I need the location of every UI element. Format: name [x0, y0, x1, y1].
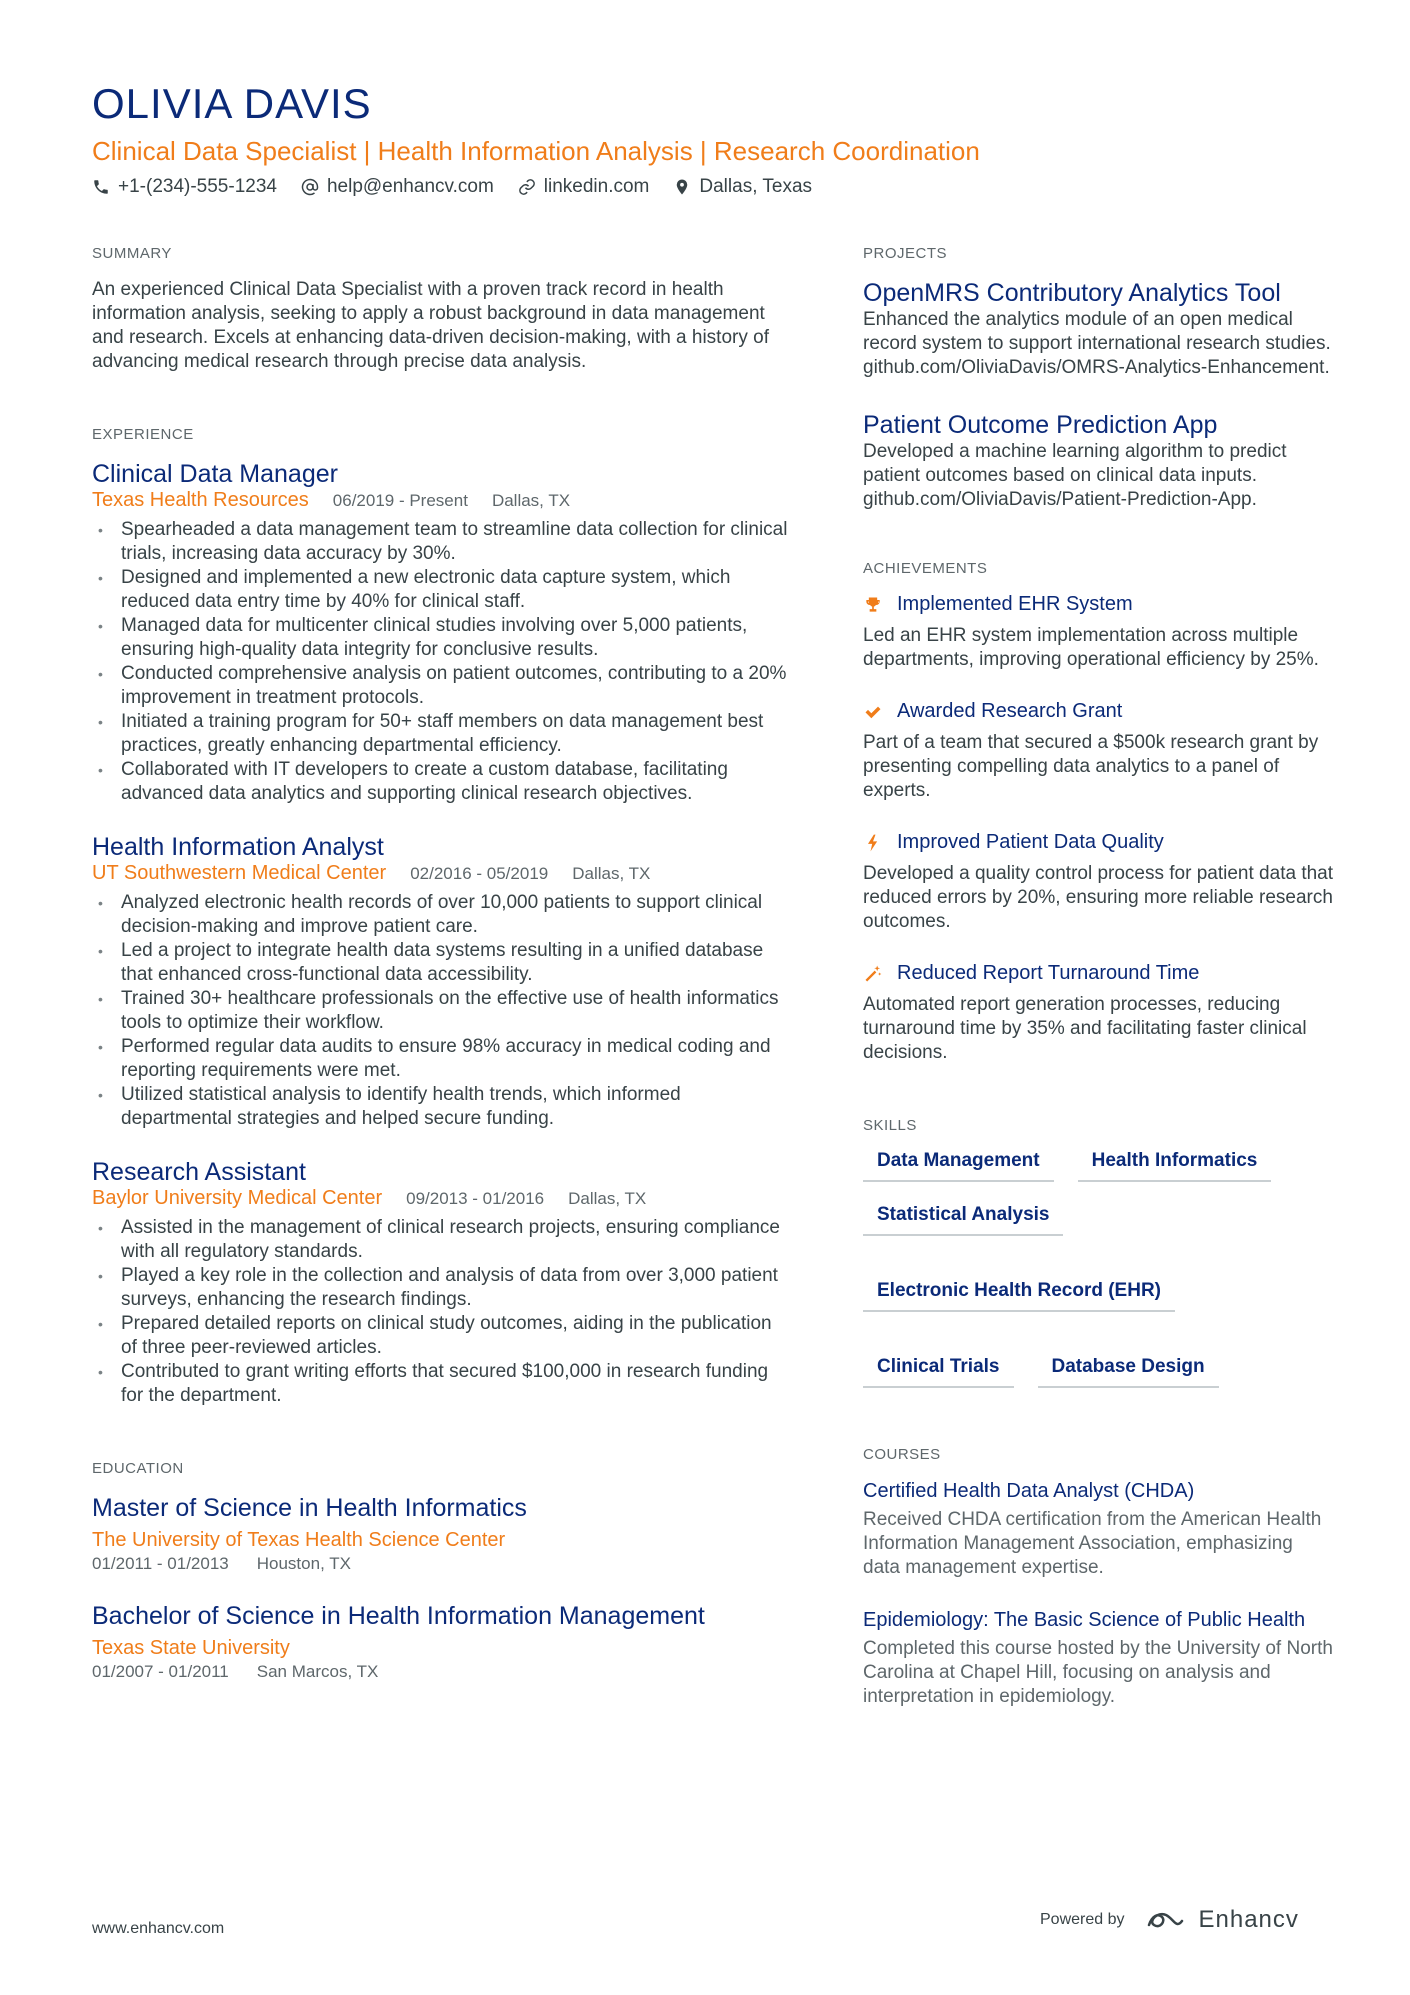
enhancv-brand-name: Enhancv: [1198, 1906, 1299, 1933]
education-degree: Bachelor of Science in Health Information Management: [92, 1602, 705, 1630]
education-meta: [92, 1553, 792, 1575]
achievement-description: Led an EHR system implementation across multiple departments, improving operational efficiency by 25%.: [863, 625, 1319, 670]
course-description: Completed this course hosted by the University of North Carolina at Chapel Hill, focusing on analysis and interpretation in epidemiology.: [863, 1638, 1333, 1707]
linkedin-text[interactable]: linkedin.com: [543, 176, 650, 197]
achievement-title: Awarded Research Grant: [897, 700, 1123, 722]
job-meta: [92, 862, 792, 885]
job-bullet: • Initiated a training program for 50+ staff members on data management best practices, greatly enhancing departmental efficiency.: [92, 710, 792, 758]
projects-section: [863, 245, 1333, 512]
job-entry: [92, 1157, 792, 1408]
job-bullet: • Assisted in the management of clinical research projects, ensuring compliance with all regulatory standards.: [92, 1216, 792, 1264]
job-bullet: • Led a project to integrate health data systems resulting in a unified database that enhanced cross-functional data accessibility.: [92, 939, 792, 987]
achievements-heading: ACHIEVEMENTS: [863, 560, 988, 577]
project-entry: [863, 410, 1333, 512]
job-location: Dallas, TX: [491, 491, 571, 510]
education-entry: [92, 1493, 792, 1575]
job-bullet: • Utilized statistical analysis to identify health trends, which informed departmental strategies and helped secure funding.: [92, 1083, 792, 1131]
job-bullet: • Collaborated with IT developers to create a custom database, facilitating advanced data analytics and supporting clinical research objectives.: [92, 758, 792, 806]
education-date: 01/2011 - 01/2013: [92, 1554, 229, 1573]
summary-section: [92, 245, 792, 374]
candidate-title: Clinical Data Specialist | Health Information Analysis | Research Coordination: [92, 136, 980, 166]
courses-section: [863, 1446, 1333, 1709]
experience-heading: EXPERIENCE: [92, 426, 194, 443]
experience-section: [92, 426, 792, 1408]
achievements-section: [863, 560, 1333, 1065]
achievement-description: Developed a quality control process for patient data that reduced errors by 20%, ensuring more reliable research outcomes.: [863, 863, 1334, 932]
job-title: Clinical Data Manager: [92, 460, 338, 488]
project-entry: [863, 278, 1333, 380]
contact-email[interactable]: [301, 176, 494, 198]
summary-heading: SUMMARY: [92, 245, 172, 262]
skill-tag: Clinical Trials: [863, 1356, 1014, 1388]
achievement-header: [863, 593, 1333, 616]
lightning-icon: [863, 833, 883, 853]
achievement-entry: [863, 831, 1333, 934]
job-bullet: • Designed and implemented a new electronic data capture system, which reduced data entry time by 40% for clinical staff.: [92, 566, 792, 614]
location-pin-icon: [673, 178, 691, 196]
skill-tag: Data Management: [863, 1150, 1054, 1182]
checkmark-icon: [863, 702, 883, 722]
achievement-title: Reduced Report Turnaround Time: [897, 962, 1200, 984]
courses-heading: COURSES: [863, 1446, 941, 1463]
job-bullet: • Trained 30+ healthcare professionals on the effective use of health informatics tools to optimize their workflow.: [92, 987, 792, 1035]
job-bullet: • Managed data for multicenter clinical studies involving over 5,000 patients, ensuring high-quality data integrity for conclusive results.: [92, 614, 792, 662]
course-title: Certified Health Data Analyst (CHDA): [863, 1480, 1195, 1502]
job-bullets: [92, 518, 792, 806]
email-text[interactable]: help@enhancv.com: [326, 176, 494, 197]
contact-bar: [92, 176, 812, 198]
achievement-entry: [863, 962, 1333, 1065]
project-description: Developed a machine learning algorithm to predict patient outcomes based on clinical data inputs. github.com/OliviaDavis/Patient-Prediction-App.: [863, 441, 1287, 510]
job-date: 09/2013 - 01/2016: [406, 1189, 545, 1208]
course-description: Received CHDA certification from the American Health Information Management Association, emphasizing data management expertise.: [863, 1509, 1322, 1578]
education-location: San Marcos, TX: [256, 1662, 379, 1681]
education-heading: EDUCATION: [92, 1460, 184, 1477]
job-bullet: • Played a key role in the collection and analysis of data from over 3,000 patient surveys, enhancing the research findings.: [92, 1264, 792, 1312]
achievement-description: Part of a team that secured a $500k research grant by presenting compelling data analytics to a panel of experts.: [863, 732, 1319, 801]
education-date: 01/2007 - 01/2011: [92, 1662, 229, 1681]
skills-section: [863, 1117, 1333, 1388]
job-location: Dallas, TX: [568, 1189, 647, 1208]
skill-tag: Database Design: [1038, 1356, 1219, 1388]
education-location: Houston, TX: [256, 1554, 351, 1573]
course-title: Epidemiology: The Basic Science of Public Health: [863, 1609, 1306, 1631]
location-text: Dallas, Texas: [699, 176, 813, 197]
skill-tag: Health Informatics: [1078, 1150, 1272, 1182]
job-bullet: • Spearheaded a data management team to streamline data collection for clinical trials, increasing data accuracy by 30%.: [92, 518, 792, 566]
contact-phone: [92, 176, 277, 198]
achievement-entry: [863, 700, 1333, 803]
job-meta: [92, 1187, 792, 1210]
skill-tag: Electronic Health Record (EHR): [863, 1280, 1175, 1312]
achievement-title: Improved Patient Data Quality: [897, 831, 1164, 853]
enhancv-logo-icon: [1145, 1907, 1191, 1933]
job-bullet: • Prepared detailed reports on clinical study outcomes, aiding in the publication of three peer-reviewed articles.: [92, 1312, 792, 1360]
achievement-header: [863, 962, 1333, 985]
skills-list: [863, 1150, 1333, 1388]
job-date: 02/2016 - 05/2019: [410, 864, 549, 883]
job-bullets: [92, 1216, 792, 1408]
achievement-header: [863, 831, 1333, 854]
education-school: Texas State University: [92, 1637, 290, 1659]
contact-location: [673, 176, 812, 198]
job-company: Texas Health Resources: [92, 489, 309, 511]
project-title: OpenMRS Contributory Analytics Tool: [863, 279, 1281, 307]
education-school: The University of Texas Health Science Center: [92, 1529, 506, 1551]
trophy-icon: [863, 595, 883, 615]
job-bullets: [92, 891, 792, 1131]
job-entry: [92, 459, 792, 806]
skills-heading: SKILLS: [863, 1117, 917, 1134]
magic-wand-icon: [863, 964, 883, 984]
phone-icon: [92, 178, 110, 196]
project-title: Patient Outcome Prediction App: [863, 411, 1218, 439]
achievement-entry: [863, 593, 1333, 672]
powered-by-text: Powered by: [1040, 1911, 1125, 1928]
right-column: [863, 245, 1333, 1737]
achievement-header: [863, 700, 1333, 723]
job-bullet: • Contributed to grant writing efforts that secured $100,000 in research funding for the department.: [92, 1360, 792, 1408]
footer-website[interactable]: www.enhancv.com: [92, 1920, 225, 1937]
education-degree: Master of Science in Health Informatics: [92, 1494, 527, 1522]
education-meta: [92, 1661, 792, 1683]
project-description: Enhanced the analytics module of an open medical record system to support international research studies. github.com/OliviaDavis/OMRS-Analytics-Enhancement.: [863, 309, 1331, 378]
achievement-title: Implemented EHR System: [897, 593, 1133, 615]
phone-text: +1-(234)-555-1234: [118, 176, 277, 197]
footer-branding: [1040, 1906, 1299, 1934]
job-title: Research Assistant: [92, 1158, 306, 1186]
link-icon: [518, 178, 536, 196]
projects-heading: PROJECTS: [863, 245, 948, 262]
job-entry: [92, 832, 792, 1131]
contact-linkedin[interactable]: [518, 176, 650, 198]
job-date: 06/2019 - Present: [332, 491, 468, 510]
at-sign-icon: [301, 178, 319, 196]
job-title: Health Information Analyst: [92, 833, 384, 861]
job-location: Dallas, TX: [572, 864, 651, 883]
job-company: UT Southwestern Medical Center: [92, 862, 387, 884]
education-section: [92, 1460, 792, 1683]
education-entry: [92, 1601, 792, 1683]
summary-text: An experienced Clinical Data Specialist with a proven track record in health information analysis, seeking to apply a robust background in data management and research. Excels at enhancing data-driven decision-making, with a history of advancing medical research through precise data analysis.: [92, 279, 769, 372]
job-meta: [92, 489, 792, 512]
job-bullet: • Performed regular data audits to ensure 98% accuracy in medical coding and reporting requirements were met.: [92, 1035, 792, 1083]
job-bullet: • Analyzed electronic health records of over 10,000 patients to support clinical decision-making and improve patient care.: [92, 891, 792, 939]
skill-tag: Statistical Analysis: [863, 1204, 1063, 1236]
course-entry: [863, 1608, 1333, 1709]
job-bullet: • Conducted comprehensive analysis on patient outcomes, contributing to a 20% improvement in treatment protocols.: [92, 662, 792, 710]
course-entry: [863, 1479, 1333, 1580]
left-column: [92, 245, 792, 1709]
achievement-description: Automated report generation processes, reducing turnaround time by 35% and facilitating faster clinical decisions.: [863, 994, 1307, 1063]
job-company: Baylor University Medical Center: [92, 1187, 383, 1209]
candidate-name: OLIVIA DAVIS: [92, 80, 372, 127]
enhancv-logo[interactable]: [1145, 1906, 1299, 1934]
